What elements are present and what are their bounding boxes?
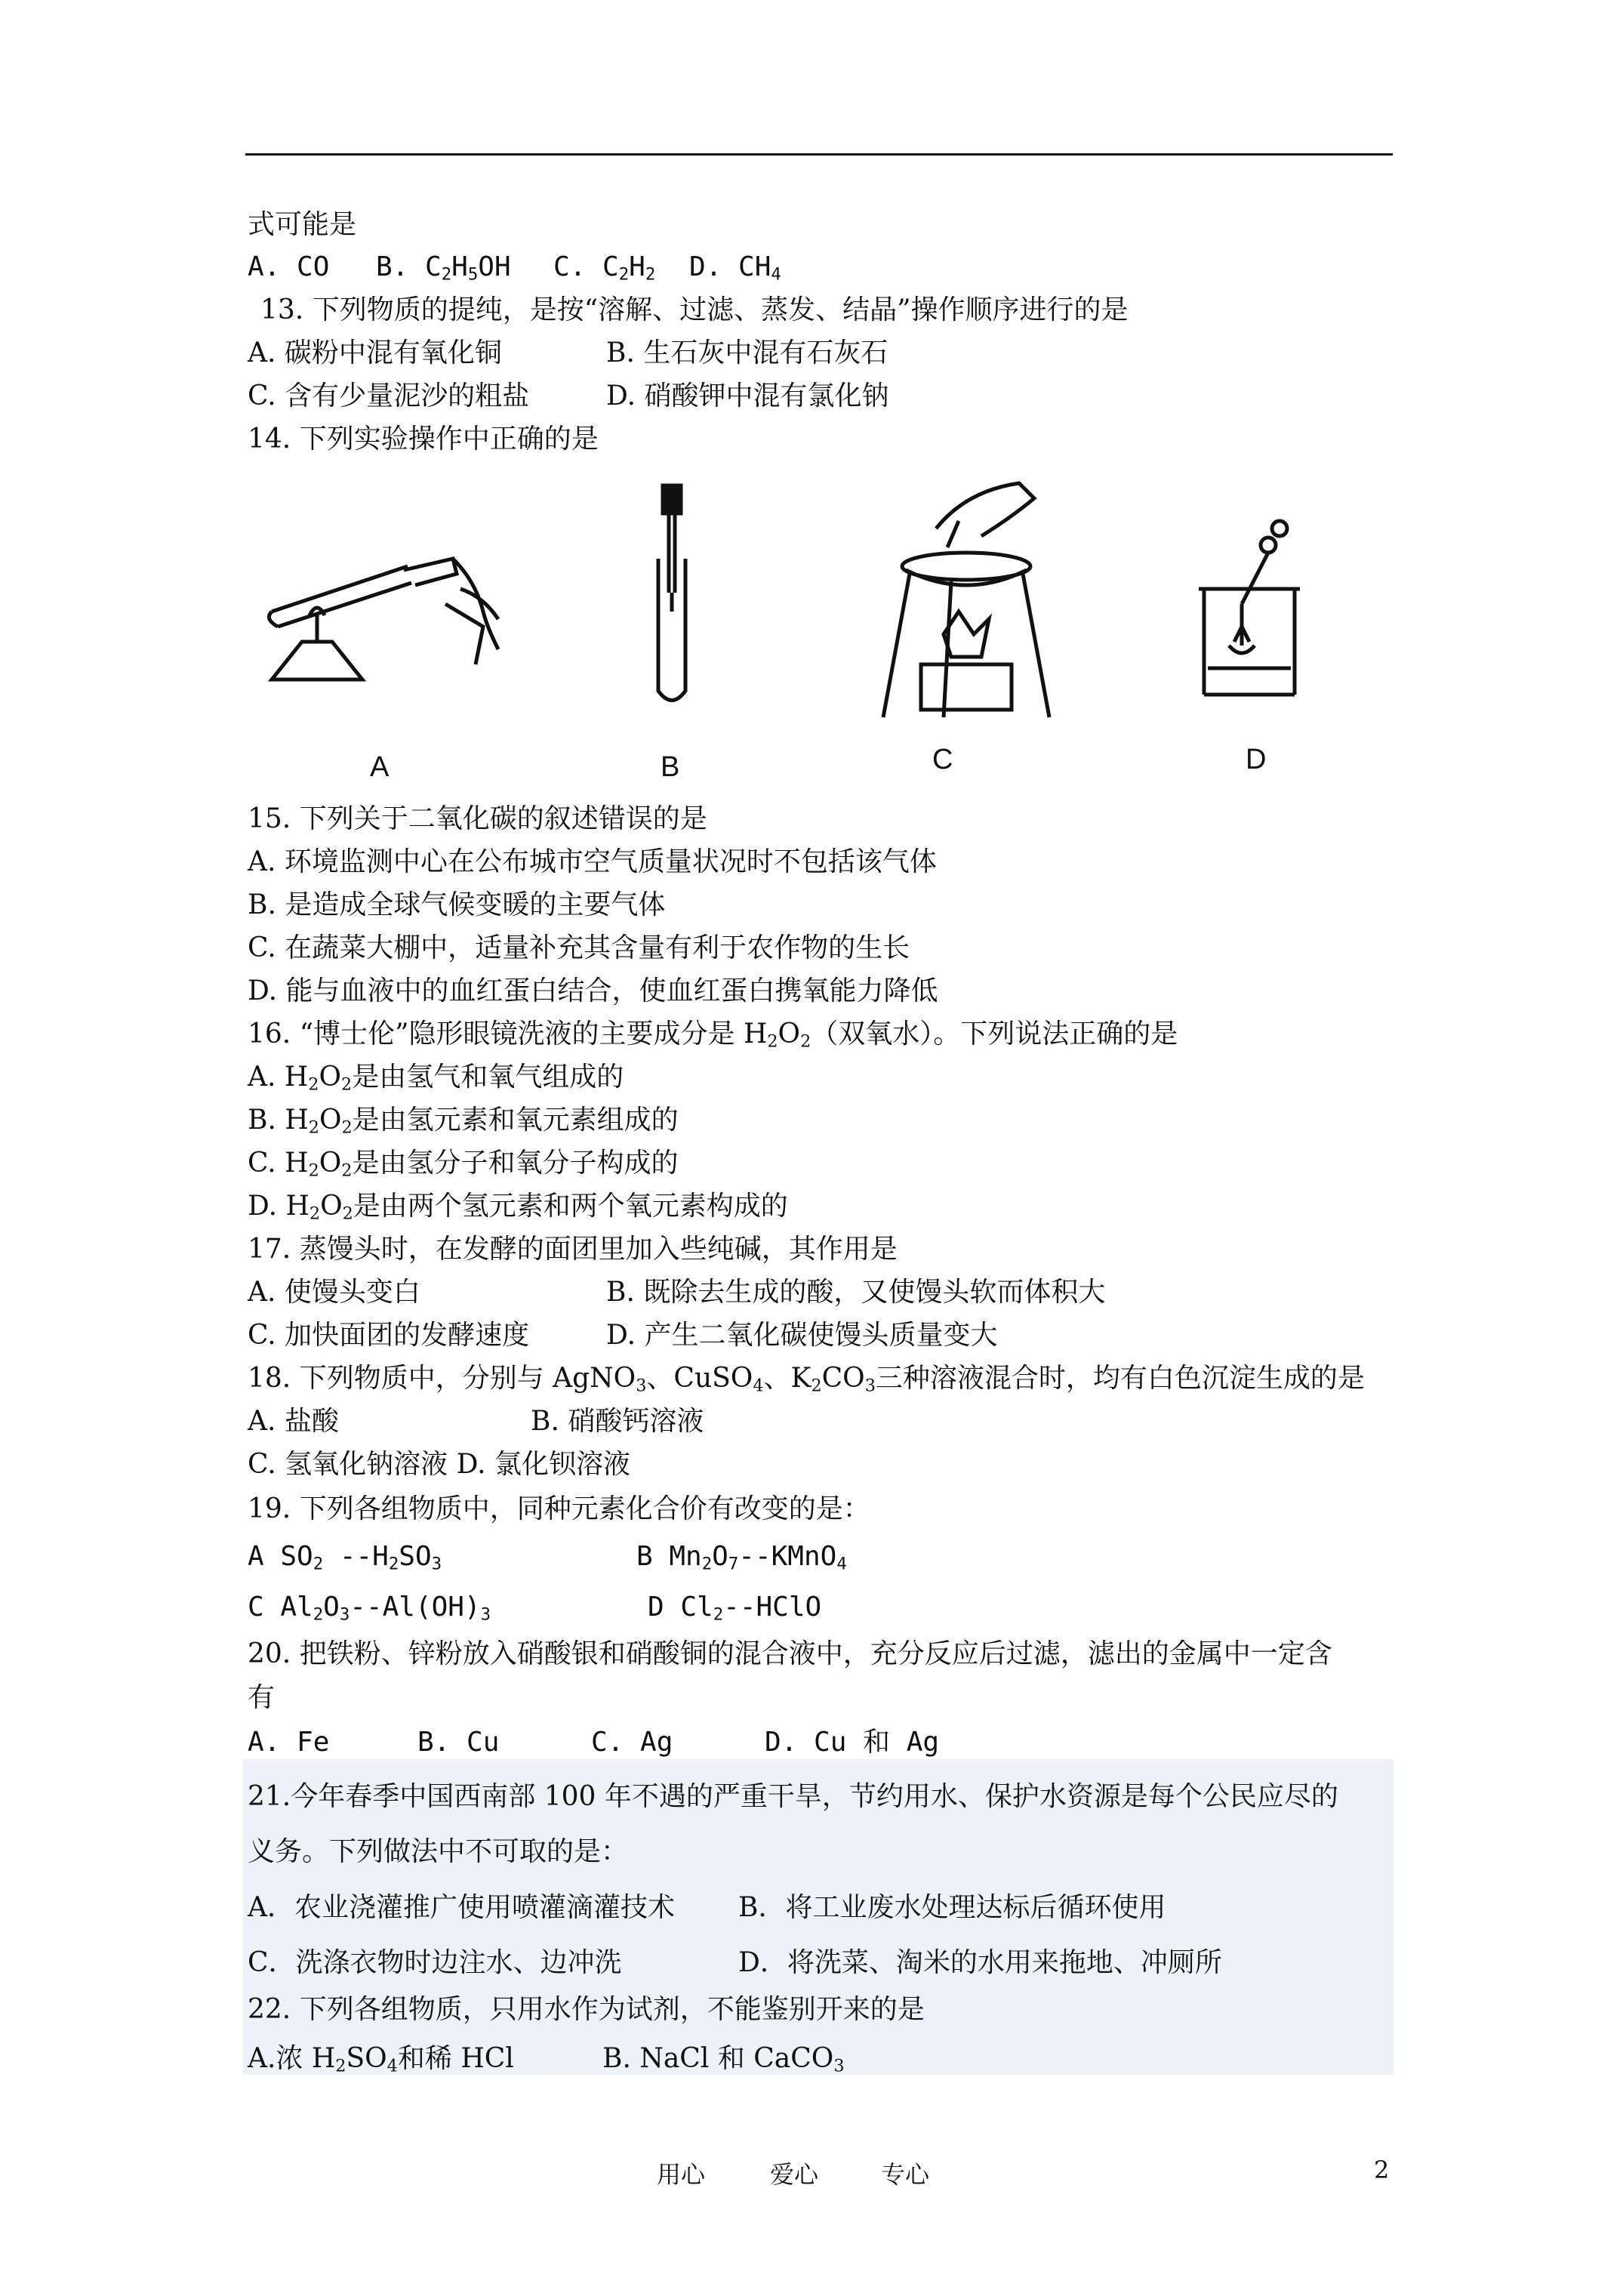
q20-stem-line2: 有 bbox=[248, 1682, 276, 1713]
figure-b-label: B bbox=[661, 751, 680, 783]
figure-d-gas-jar bbox=[1193, 513, 1306, 706]
q15-option-b: B. 是造成全球气候变暖的主要气体 bbox=[248, 889, 666, 920]
q15-option-a: A. 环境监测中心在公布城市空气质量状况时不包括该气体 bbox=[248, 846, 937, 877]
q19-option-c: C $Al_2O_3--Al(OH)_3$ bbox=[248, 1592, 491, 1625]
q12-option-c: C. $C_2H_2$ bbox=[553, 251, 656, 285]
q12-option-d: D. $CH_4$ bbox=[689, 251, 781, 285]
q21-option-c: C．洗涤衣物时边注水、边冲洗 bbox=[248, 1947, 622, 1978]
q20-option-c: C. Ag bbox=[591, 1727, 673, 1758]
q20-option-b: B. Cu bbox=[417, 1727, 500, 1758]
q16-option-b: B. $H_2O_2$是由氢元素和氧元素组成的 bbox=[248, 1105, 679, 1138]
q19-option-d: D $Cl_2-$-HClO bbox=[648, 1592, 822, 1625]
q13-stem: 13. 下列物质的提纯，是按“溶解、过滤、蒸发、结晶”操作顺序进行的是 bbox=[260, 294, 1129, 325]
q22-option-a: A.浓 $H_2SO_4$和稀 HCl bbox=[248, 2043, 514, 2076]
q15-option-c: C. 在蔬菜大棚中，适量补充其含量有利于农作物的生长 bbox=[248, 932, 910, 963]
q19-stem: 19. 下列各组物质中，同种元素化合价有改变的是： bbox=[248, 1493, 870, 1524]
q12-option-a: A. CO bbox=[248, 251, 330, 282]
q20-stem-line1: 20. 把铁粉、锌粉放入硝酸银和硝酸铜的混合液中，充分反应后过滤，滤出的金属中一定含 bbox=[248, 1638, 1332, 1669]
q21-option-b: B．将工业废水处理达标后循环使用 bbox=[738, 1892, 1166, 1923]
page-number: 2 bbox=[1374, 2156, 1390, 2184]
q18-options-cd: C. 氢氧化钠溶液 D. 氯化钡溶液 bbox=[248, 1449, 631, 1480]
q19-option-a: A $SO_2$ $--H_2SO_3$ bbox=[248, 1541, 442, 1574]
figure-b-dropper-in-tube bbox=[642, 479, 702, 713]
figure-d-label: D bbox=[1246, 744, 1267, 775]
q21-stem-line1: 21.今年春季中国西南部 100 年不遇的严重干旱，节约用水、保护水资源是每个公民应尽的 bbox=[248, 1781, 1338, 1812]
q12-option-b: B. $C_2H_5OH$ bbox=[376, 251, 511, 285]
q21-option-d: D．将洗菜、淘米的水用来拖地、冲厕所 bbox=[738, 1947, 1222, 1978]
q13-option-a: A. 碳粉中混有氧化铜 bbox=[248, 337, 502, 368]
q13-option-c: C. 含有少量泥沙的粗盐 bbox=[248, 381, 530, 411]
q17-option-c: C. 加快面团的发酵速度 bbox=[248, 1320, 530, 1351]
footer-word-1: 用心 bbox=[657, 2160, 706, 2189]
footer-word-3: 专心 bbox=[881, 2160, 930, 2189]
q21-option-a: A．农业浇灌推广使用喷灌滴灌技术 bbox=[248, 1892, 675, 1923]
q17-stem: 17. 蒸馒头时，在发酵的面团里加入些纯碱，其作用是 bbox=[248, 1234, 898, 1265]
q18-option-b: B. 硝酸钙溶液 bbox=[531, 1406, 704, 1437]
q15-option-d: D. 能与血液中的血红蛋白结合，使血红蛋白携氧能力降低 bbox=[248, 975, 938, 1006]
figure-a-label: A bbox=[370, 751, 390, 783]
q22-option-b: B. NaCl 和 CaCO$_3$ bbox=[602, 2043, 845, 2076]
figure-c-evaporation bbox=[868, 476, 1064, 725]
q12-continuation: 式可能是 bbox=[248, 209, 357, 240]
q16-option-d: D. $H_2O_2$是由两个氢元素和两个氧元素构成的 bbox=[248, 1191, 788, 1224]
q17-option-b: B. 既除去生成的酸，又使馒头软而体积大 bbox=[606, 1277, 1106, 1308]
q21-stem-line2: 义务。下列做法中不可取的是： bbox=[248, 1836, 629, 1867]
q13-option-b: B. 生石灰中混有石灰石 bbox=[606, 337, 888, 368]
q13-option-d: D. 硝酸钾中混有氯化钠 bbox=[606, 381, 889, 411]
footer-word-2: 爱心 bbox=[770, 2160, 819, 2189]
header-rule bbox=[245, 153, 1393, 156]
q17-option-d: D. 产生二氧化碳使馒头质量变大 bbox=[606, 1320, 998, 1351]
q18-option-a: A. 盐酸 bbox=[248, 1406, 339, 1437]
q16-option-a: A. $H_2O_2$是由氢气和氧气组成的 bbox=[248, 1062, 624, 1095]
q19-option-b: B $Mn_2O_7--KMnO_4$ bbox=[636, 1541, 847, 1574]
q20-option-a: A. Fe bbox=[248, 1727, 330, 1758]
figure-a-heating-tube bbox=[257, 544, 513, 710]
q17-option-a: A. 使馒头变白 bbox=[248, 1277, 420, 1308]
q16-option-c: C. $H_2O_2$是由氢分子和氧分子构成的 bbox=[248, 1148, 679, 1181]
q15-stem: 15. 下列关于二氧化碳的叙述错误的是 bbox=[248, 803, 707, 834]
q20-option-d: D. Cu 和 Ag bbox=[765, 1727, 940, 1758]
q14-stem: 14. 下列实验操作中正确的是 bbox=[248, 424, 599, 455]
q18-stem: 18. 下列物质中，分别与 AgNO$_3$、CuSO$_4$、$K_2CO_3$三种溶液混合时，均有白色沉淀生成的是 bbox=[248, 1363, 1365, 1396]
q16-stem: 16. “博士伦”隐形眼镜洗液的主要成分是 $H_2O_2$（双氧水）。下列说法正确的是 bbox=[248, 1019, 1178, 1052]
q22-stem: 22. 下列各组物质，只用水作为试剂，不能鉴别开来的是 bbox=[248, 1994, 925, 2025]
figure-c-label: C bbox=[932, 744, 953, 775]
